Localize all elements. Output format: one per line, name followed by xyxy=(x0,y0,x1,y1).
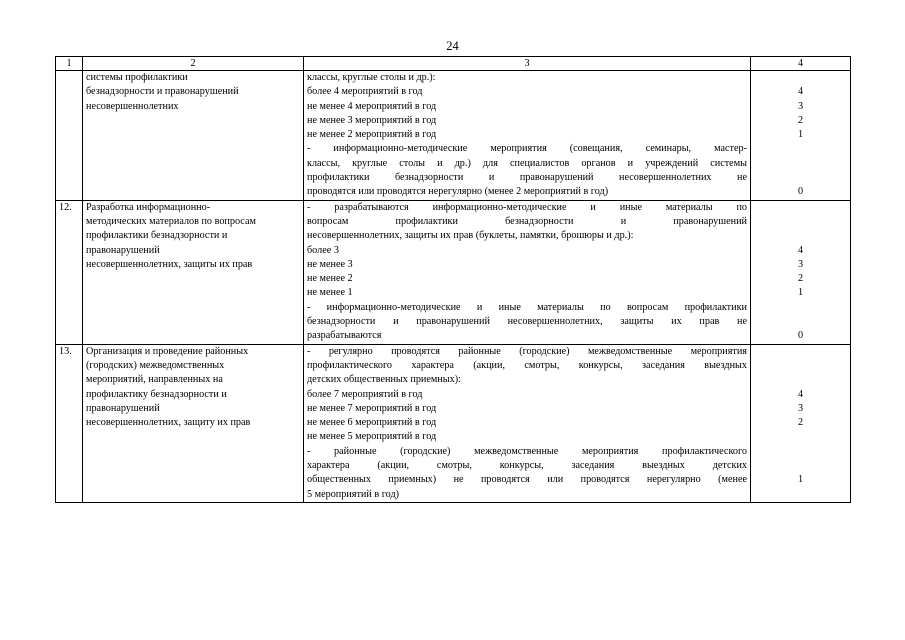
indicator-name xyxy=(83,200,304,344)
indicator-name-line: правонарушений xyxy=(86,402,160,414)
score-value: 3 xyxy=(797,402,804,414)
score-value: 2 xyxy=(797,114,804,126)
score-value xyxy=(754,301,847,315)
indicator-name-line: несовершеннолетних, защиты их прав xyxy=(86,258,253,270)
score-value xyxy=(754,157,847,171)
criteria-line: профилактики безнадзорности и правонарушений несовершеннолетних не xyxy=(307,172,747,184)
score-value: 3 xyxy=(797,258,804,270)
column-header-1: 1 xyxy=(56,57,83,71)
indicator-name-line: (городских) межведомственных xyxy=(86,359,225,371)
indicator-name-line: методических материалов по вопросам xyxy=(86,215,256,227)
criteria-cell xyxy=(304,200,751,344)
criteria-line: не менее 4 мероприятий в год xyxy=(307,100,437,112)
criteria-line: разрабатываются xyxy=(307,330,382,342)
indicator-name-line: профилактики безнадзорности и xyxy=(86,230,228,242)
criteria-line: вопросам профилактики безнадзорности и правонарушений xyxy=(307,215,747,227)
score-value xyxy=(754,488,847,502)
score-value: 4 xyxy=(797,388,804,400)
score-value xyxy=(754,345,847,359)
score-value: 0 xyxy=(797,186,804,198)
criteria-line: безнадзорности и правонарушений несовершеннолетних, защиты их прав не xyxy=(307,316,747,328)
criteria-line: - информационно-методические мероприятия (совещания, семинары, мастер- xyxy=(307,143,747,155)
score-value: 1 xyxy=(797,474,804,486)
score-value xyxy=(754,373,847,387)
score-value: 0 xyxy=(797,330,804,342)
criteria-line: проводятся или проводятся нерегулярно (менее 2 мероприятий в год) xyxy=(307,186,609,198)
indicator-name-line: профилактику безнадзорности и xyxy=(86,388,227,400)
indicator-name-line: системы профилактики xyxy=(86,72,188,83)
column-header-4: 4 xyxy=(751,57,851,71)
score-value: 4 xyxy=(797,86,804,98)
score-value: 3 xyxy=(797,100,804,112)
header-row xyxy=(56,57,851,71)
score-value xyxy=(754,171,847,185)
score-cell xyxy=(751,344,851,502)
criteria-line: не менее 2 xyxy=(307,273,353,285)
criteria-line: детских общественных приемных): xyxy=(307,374,461,386)
criteria-line: общественных приемных) не проводятся или проводятся нерегулярно (менее xyxy=(307,474,747,486)
criteria-line: не менее 2 мероприятий в год xyxy=(307,129,437,141)
criteria-line: не менее 6 мероприятий в год xyxy=(307,417,437,429)
score-value: 2 xyxy=(797,417,804,429)
score-value xyxy=(754,359,847,373)
row-number: 12. xyxy=(56,200,83,344)
table-row xyxy=(56,71,851,201)
criteria-line: 5 мероприятий в год) xyxy=(307,488,400,500)
indicator-name-line: несовершеннолетних, защиту их прав xyxy=(86,417,251,429)
table-body xyxy=(56,71,851,503)
column-header-3: 3 xyxy=(304,57,751,71)
row-number xyxy=(56,71,83,201)
score-value xyxy=(754,215,847,229)
score-value: 4 xyxy=(797,244,804,256)
score-value: 2 xyxy=(797,273,804,285)
score-cell xyxy=(751,200,851,344)
score-value xyxy=(754,142,847,156)
criteria-line: классы, круглые столы и др.) для специалистов органов и учреждений системы xyxy=(307,157,747,169)
table-row xyxy=(56,344,851,502)
score-value xyxy=(754,71,847,85)
indicator-name-line: безнадзорности и правонарушений xyxy=(86,86,239,98)
indicator-name-line: Организация и проведение районных xyxy=(86,345,249,357)
criteria-line: более 3 xyxy=(307,244,339,256)
criteria-line: несовершеннолетних, защиты их прав (буклеты, памятки, брошюры и др.): xyxy=(307,230,634,242)
score-value xyxy=(754,430,847,444)
criteria-line: не менее 7 мероприятий в год xyxy=(307,402,437,414)
criteria-line: - информационно-методические и иные материалы по вопросам профилактики xyxy=(307,301,747,313)
criteria-line: более 4 мероприятий в год xyxy=(307,86,423,98)
criteria-line: более 7 мероприятий в год xyxy=(307,388,423,400)
criteria-cell xyxy=(304,71,751,201)
indicator-name-line: мероприятий, направленных на xyxy=(86,374,223,386)
indicator-name-line: правонарушений xyxy=(86,244,160,256)
criteria-line: не менее 5 мероприятий в год xyxy=(307,431,437,443)
criteria-line: не менее 3 xyxy=(307,258,353,270)
criteria-line: - районные (городские) межведомственные мероприятия профилактического xyxy=(307,445,747,457)
page-number: 24 xyxy=(446,39,459,53)
score-value xyxy=(754,445,847,459)
criteria-table xyxy=(55,56,851,503)
criteria-line: профилактического характера (акции, смотры, конкурсы, заседания выездных xyxy=(307,359,747,371)
score-cell xyxy=(751,71,851,201)
criteria-line: не менее 3 мероприятий в год xyxy=(307,114,437,126)
table-row xyxy=(56,200,851,344)
indicator-name-line: несовершеннолетних xyxy=(86,100,179,112)
indicator-name-line: Разработка информационно- xyxy=(86,201,211,213)
score-value: 1 xyxy=(797,287,804,299)
score-value xyxy=(754,201,847,215)
row-number: 13. xyxy=(56,344,83,502)
table-header xyxy=(56,57,851,71)
criteria-line: классы, круглые столы и др.): xyxy=(307,72,436,83)
score-value xyxy=(754,315,847,329)
criteria-line: - регулярно проводятся районные (городские) межведомственные мероприятия xyxy=(307,345,747,357)
score-value xyxy=(754,229,847,243)
criteria-line: - разрабатываются информационно-методические и иные материалы по xyxy=(307,201,747,213)
criteria-cell xyxy=(304,344,751,502)
criteria-line: характера (акции, смотры, конкурсы, заседания выездных детских xyxy=(307,460,747,472)
score-value xyxy=(754,459,847,473)
criteria-line: не менее 1 xyxy=(307,287,353,299)
score-value: 1 xyxy=(797,129,804,141)
column-header-2: 2 xyxy=(83,57,304,71)
indicator-name xyxy=(83,344,304,502)
indicator-name xyxy=(83,71,304,201)
